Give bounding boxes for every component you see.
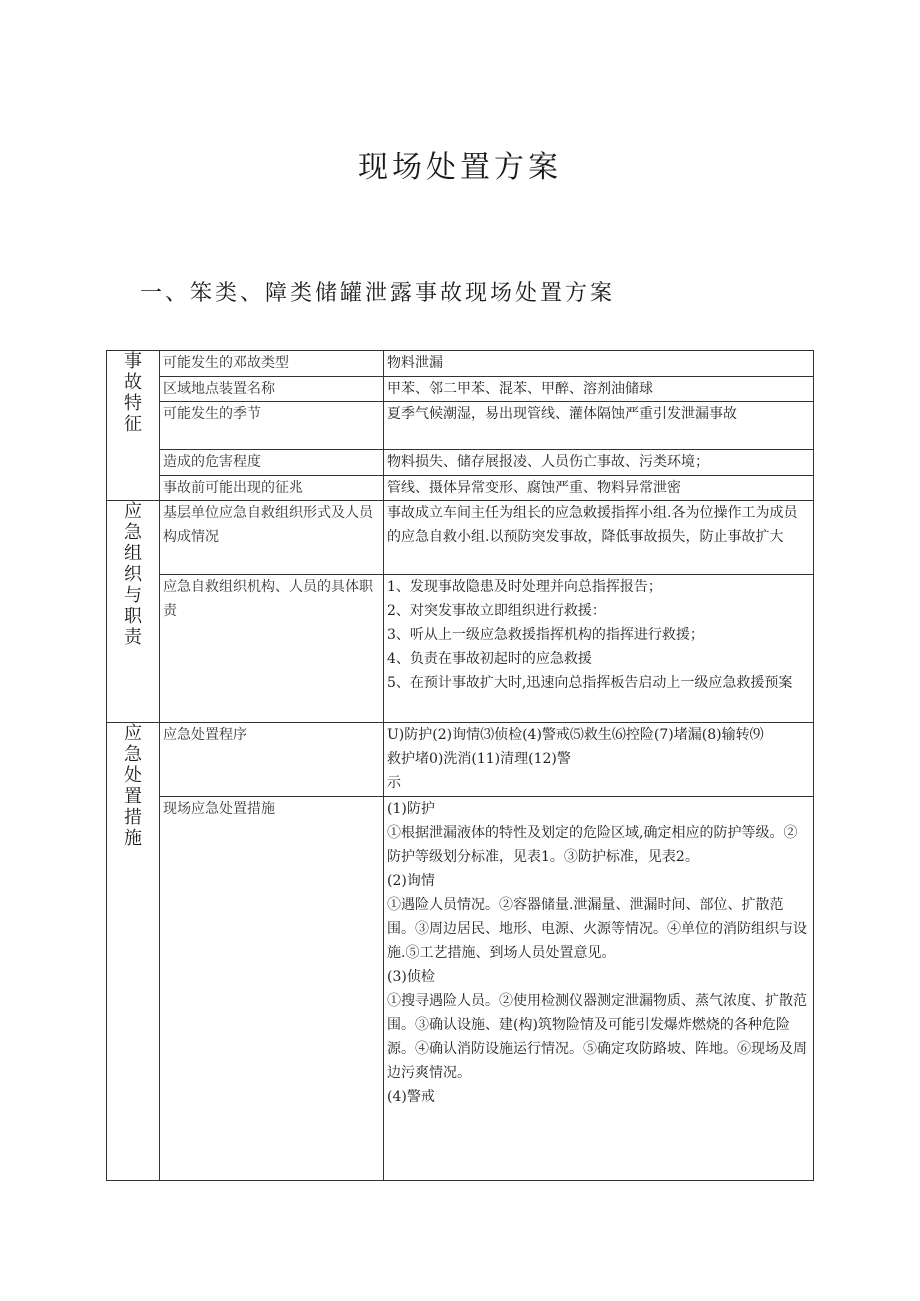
section-heading: 一、笨类、障类储罐泄露事故现场处置方案: [140, 281, 616, 306]
response-plan-table: [106, 350, 814, 1181]
table-row: [107, 402, 814, 450]
procedure-line: U)防护(2)询情⑶侦检(4)警戒⑸救生⑹控险(7)堵漏(8)输转⑼: [387, 727, 764, 743]
procedure-line: 示: [387, 775, 401, 791]
category-emergency-organization: 应急组织与职责: [107, 501, 160, 723]
procedure-steps: [384, 723, 814, 797]
page-title: 现场处置方案: [358, 150, 562, 185]
table-row: [107, 377, 814, 402]
measure-heading: (1)防护: [387, 801, 435, 817]
duty-item: 5、在预计事故扩大时,迅速向总指挥板告启动上一级应急救援预案: [387, 675, 793, 691]
row-label: 基层单位应急自救组织形式及人员构成情况: [160, 501, 384, 575]
onsite-measures: [384, 797, 814, 1181]
duty-item: 2、对突发事故立即组织进行救援：: [387, 603, 606, 619]
row-value: 物料损失、储存展报凌、人员伤亡事故、污类环境；: [384, 450, 814, 476]
table-row: [107, 575, 814, 723]
row-label: 现场应急处置措施: [160, 797, 384, 1181]
table-row: [107, 501, 814, 575]
table-row: [107, 723, 814, 797]
duties-list: [384, 575, 814, 723]
table-row: [107, 476, 814, 501]
table-row: [107, 450, 814, 476]
row-label: 应急处置程序: [160, 723, 384, 797]
row-label: 事故前可能出现的征兆: [160, 476, 384, 501]
category-accident-features: 事故特征: [107, 351, 160, 501]
measure-heading: (4)警戒: [387, 1089, 435, 1105]
row-value: 物料泄漏: [384, 351, 814, 377]
table-row: [107, 797, 814, 1181]
measure-heading: (3)侦检: [387, 969, 435, 985]
row-value: 事故成立车间主任为组长的应急敕援指挥小组.各为位操作工为成员的应急自救小组.以预防突发事故，降低事故损失，防止事故扩大: [384, 501, 814, 575]
duty-item: 1、发现事故隐患及时处理并向总指挥报告；: [387, 579, 662, 595]
measure-heading: (2)询情: [387, 873, 435, 889]
row-value: 管线、摄体异常变形、腐蚀严重、物料异常泄密: [384, 476, 814, 501]
row-value: 夏季气候潮湿，易出现管线、灌体隔蚀严重引发泄漏事故: [384, 402, 814, 450]
row-value: 甲苯、邻二甲苯、混苯、甲醉、溶剂油储球: [384, 377, 814, 402]
row-label: 造成的危害程度: [160, 450, 384, 476]
row-label: 可能发生的季节: [160, 402, 384, 450]
row-label: 应急自救组织机构、人员的具体职责: [160, 575, 384, 723]
duty-item: 4、负责在事故初起时的应急救援: [387, 651, 592, 667]
duty-item: 3、听从上一级应急救援指挥机构的指挥进行救援；: [387, 627, 704, 643]
measure-text: ①根据泄漏液体的特性及划定的危险区域,确定相应的防护等级。②防护等级划分标准，见表1。③防护标准，见表2。: [387, 825, 798, 865]
procedure-line: 救护堵0)洗消(11)清理(12)警: [387, 751, 571, 767]
measure-text: ①搜寻遇险人员。②使用检测仪器测定泄漏物质、蒸气浓度、扩散范围。③确认设施、建(构)筑物险情及可能引发爆炸燃烧的各种危险源。④确认消防设施运行情况。⑤确定攻防路坡、阵地。⑥现场及周边污爽情况。: [387, 993, 807, 1081]
measure-text: ①遇险人员情况。②容器储量.泄漏量、泄漏时间、部位、扩散范围。③周边居民、地形、电源、火源等情况。④单位的消防组织与设施.⑤工艺措施、到场人员处置意见。: [387, 897, 807, 961]
row-label: 可能发生的邓故类型: [160, 351, 384, 377]
table-row: [107, 351, 814, 377]
category-emergency-measures: 应急处置措施: [107, 723, 160, 1181]
row-label: 区域地点装置名称: [160, 377, 384, 402]
